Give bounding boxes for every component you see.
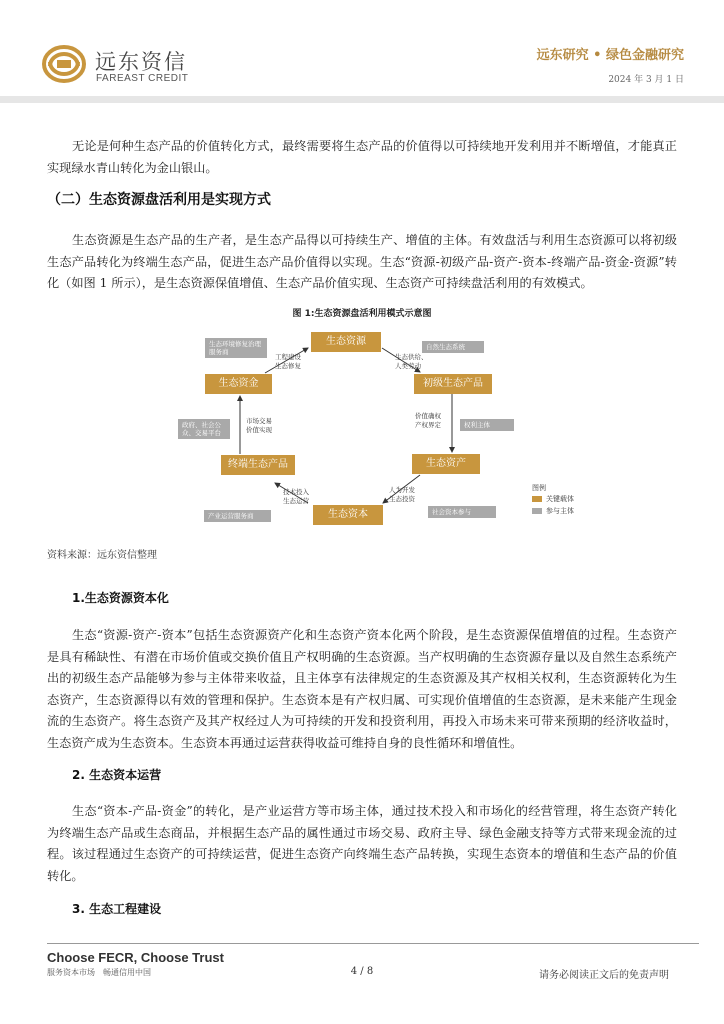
legend-label-actor: 参与主体 — [546, 507, 574, 515]
subsection-heading-2: 2. 生态资本运营 — [72, 768, 162, 782]
logo-mark-icon — [40, 44, 88, 84]
actor-env-service: 生态环境修复治理服务商 — [205, 338, 267, 358]
edge-label-trade: 市场交易 价值实现 — [246, 417, 272, 434]
edge-label-investment: 人为开发 生态投资 — [389, 486, 415, 503]
intro-paragraph: 无论是何种生态产品的价值转化方式，最终需要将生态产品的价值得以可持续地开发利用并不断增值，才能真正实现绿水青山转化为金山银山。 — [47, 139, 677, 175]
actor-operator: 产业运营服务商 — [204, 510, 271, 522]
edge-label-construction: 工程建设 生态修复 — [275, 353, 301, 370]
node-ecological-resource: 生态资源 — [311, 332, 381, 352]
footer-slogan: 服务资本市场 畅通信用中国 — [47, 968, 151, 977]
subsection-heading-3: 3. 生态工程建设 — [72, 902, 162, 916]
section-heading: （二）生态资源盘活利用是实现方式 — [47, 192, 271, 208]
footer-divider — [47, 943, 699, 944]
node-ecological-asset: 生态资产 — [412, 454, 480, 474]
subsection-heading-1: 1.生态资源资本化 — [72, 591, 169, 605]
actor-owner: 权利主体 — [460, 419, 514, 431]
legend-key-carrier — [532, 494, 574, 504]
company-logo — [40, 44, 220, 90]
figure-title: 图 1:生态资源盘活利用模式示意图 — [292, 309, 432, 319]
header-divider — [0, 96, 724, 103]
edge-label-operation: 技术投入 生态运营 — [283, 488, 309, 505]
subsection-paragraph-2: 生态“资本-产品-资金”的转化，是产业运营方等市场主体，通过技术投入和市场化的经营管理，将生态资产转化为终端生态产品或生态商品，并根据生态产品的属性通过市场交易、政府主导、绿色金融支持等方式带来现金流的过程。该过程通过生态资产的可持续运营，促进生态资产向终端生态产品转换，实现生态资本的增值和生态产品的价值转化。 — [47, 804, 677, 883]
report-series: 远东研究 • 绿色金融研究 — [536, 48, 684, 63]
footer-disclaimer: 请务必阅读正文后的免责声明 — [539, 970, 669, 981]
page-header — [0, 0, 724, 104]
legend-title: 图例 — [532, 484, 546, 492]
subsection-paragraph-1: 生态“资源-资产-资本”包括生态资源资产化和生态资产资本化两个阶段，是生态资源保值增值的过程。生态资产是具有稀缺性、有潜在市场价值或交换价值且产权明确的生态资源。当产权明确的生态资源存量以及自然生态系统产出的初级生态产品能够为参与主体带来收益，且主体享有法律规定的生态资源及其产权相关权利，生态资源转化为生态资产，生态资源得以有效的管理和保护。生态资本是有产权归属、可实现价值增值的生态资源，是未来能产生现金流的生态资产。将生态资产及其产权经过人为可持续的开发和投资利用，再投入市场未来可带来预期的经济收益时，生态资产成为生态资本。生态资本再通过运营获得收益可维持自身的良性循环和增值性。 — [47, 628, 677, 750]
legend-swatch-actor — [532, 508, 542, 514]
node-ecological-funds: 生态资金 — [205, 374, 272, 394]
actor-nature: 自然生态系统 — [422, 341, 484, 353]
figure-source: 资料来源：远东资信整理 — [47, 550, 157, 561]
page-number: 4 / 8 — [350, 966, 374, 977]
legend-participant — [532, 506, 574, 516]
edge-label-rights: 价值确权 产权界定 — [415, 412, 441, 429]
report-date: 2024 年 3 月 1 日 — [608, 75, 684, 85]
actor-government: 政府、社会公众、交易平台 — [178, 419, 230, 439]
cycle-diagram — [0, 320, 724, 530]
node-ecological-capital: 生态资本 — [313, 505, 383, 525]
legend-swatch-key — [532, 496, 542, 502]
section-paragraph: 生态资源是生态产品的生产者，是生态产品得以可持续生产、增值的主体。有效盘活与利用生态资源可以将初级生态产品转化为终端生态产品，促进生态产品价值得以实现。生态“资源-初级产品-资产-资本-终端产品-资金-资源”转化（如图 1 所示），是生态资源保值增值、生态产品价值实现、生态资产可持续盘活利用的有效模式。 — [47, 233, 677, 290]
actor-social-capital: 社会资本参与 — [428, 506, 496, 518]
legend-label-key: 关键载体 — [546, 495, 574, 503]
node-primary-product: 初级生态产品 — [414, 374, 492, 394]
node-terminal-product: 终端生态产品 — [221, 455, 295, 475]
logo-name-cn: 远东资信 — [95, 50, 187, 74]
logo-name-en: FAREAST CREDIT — [96, 73, 189, 84]
edge-label-supply: 生态供给、 人类劳动 — [395, 353, 428, 370]
footer-brand: Choose FECR, Choose Trust — [47, 950, 224, 965]
